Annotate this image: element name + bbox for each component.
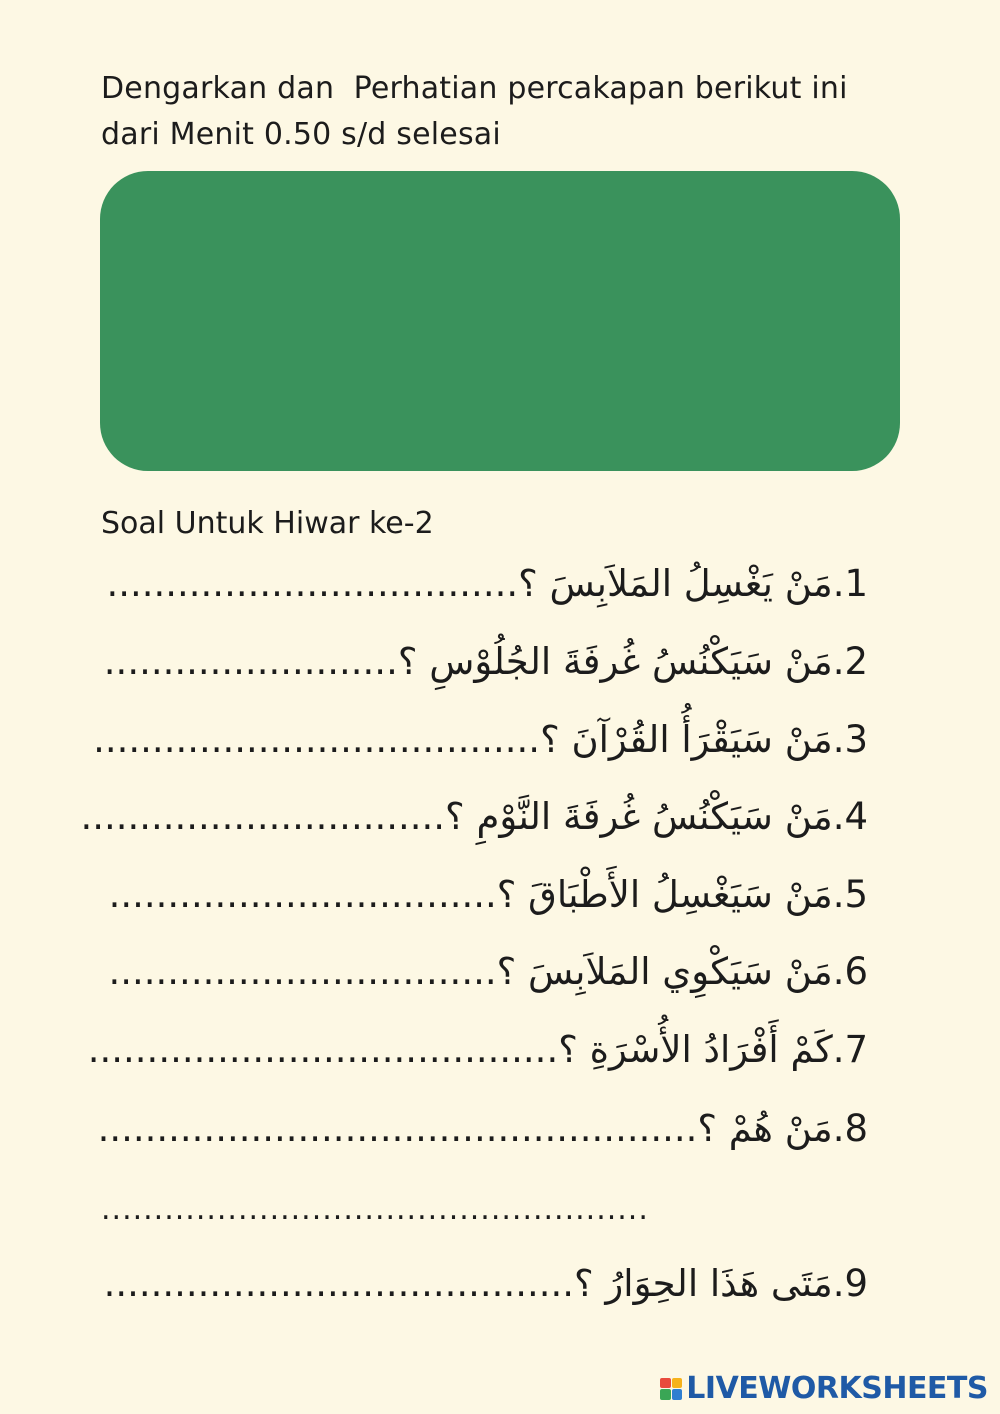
answer-field-3[interactable]: ...................................... bbox=[93, 718, 541, 761]
question-text: مَنْ سَيَكْوِي المَلاَبِسَ ؟ bbox=[496, 950, 833, 993]
question-number: 6. bbox=[832, 950, 868, 993]
instructions-line-1: Dengarkan dan Perhatian percakapan berikut ini bbox=[101, 71, 848, 106]
question-number: 1. bbox=[832, 562, 868, 605]
question-3 bbox=[93, 715, 868, 765]
question-text: مَنْ سَيَقْرَأُ القُرْآنَ ؟ bbox=[540, 718, 833, 761]
answer-field-6[interactable]: ................................. bbox=[108, 950, 497, 993]
question-number: 9. bbox=[832, 1262, 868, 1305]
question-number: 7. bbox=[832, 1028, 868, 1071]
question-number: 5. bbox=[832, 873, 868, 916]
answer-field-5[interactable]: ................................. bbox=[108, 873, 497, 916]
logo-mark-square-2 bbox=[672, 1378, 683, 1389]
answer-field-9[interactable]: ........................................ bbox=[103, 1262, 575, 1305]
question-text: مَنْ سَيَكْنُسُ غُرفَةَ النَّوْمِ ؟ bbox=[445, 795, 833, 838]
question-number: 2. bbox=[832, 640, 868, 683]
question-text: كَمْ أَفْرَادُ الأُسْرَةِ ؟ bbox=[558, 1028, 833, 1071]
question-text: مَنْ سَيَغْسِلُ الأَطْبَاقَ ؟ bbox=[496, 873, 833, 916]
answer-field-8-continued[interactable]: .................................................... bbox=[101, 1192, 649, 1227]
logo-mark-square-3 bbox=[660, 1389, 671, 1400]
question-text: مَتَى هَذَا الحِوَارُ ؟ bbox=[574, 1262, 833, 1305]
question-6 bbox=[108, 947, 868, 997]
question-8 bbox=[98, 1104, 868, 1154]
question-text: مَنْ سَيَكْنُسُ غُرفَةَ الجُلُوْسِ ؟ bbox=[397, 640, 833, 683]
question-number: 4. bbox=[832, 795, 868, 838]
question-text: مَنْ يَغْسِلُ المَلاَبِسَ ؟ bbox=[518, 562, 833, 605]
question-number: 8. bbox=[832, 1107, 868, 1150]
question-number: 3. bbox=[832, 718, 868, 761]
liveworksheets-logo bbox=[660, 1371, 988, 1406]
instructions-text bbox=[101, 66, 901, 158]
answer-field-4[interactable]: ............................... bbox=[80, 795, 446, 838]
liveworksheets-logo-icon bbox=[660, 1378, 682, 1400]
logo-mark-square-1 bbox=[660, 1378, 671, 1389]
question-1 bbox=[106, 559, 868, 609]
question-2 bbox=[104, 637, 868, 687]
logo-mark-square-4 bbox=[672, 1389, 683, 1400]
question-5 bbox=[109, 870, 868, 920]
question-text: مَنْ هُمْ ؟ bbox=[697, 1107, 833, 1150]
answer-field-1[interactable]: ................................... bbox=[106, 562, 519, 605]
liveworksheets-logo-text: LIVEWORKSHEETS bbox=[686, 1371, 988, 1406]
instructions-line-2: dari Menit 0.50 s/d selesai bbox=[101, 117, 501, 152]
question-7 bbox=[88, 1025, 868, 1075]
question-9 bbox=[104, 1259, 868, 1309]
question-4 bbox=[80, 792, 868, 842]
answer-field-8[interactable]: ................................................... bbox=[97, 1107, 698, 1150]
section-title: Soal Untuk Hiwar ke-2 bbox=[101, 506, 434, 541]
answer-field-2[interactable]: ......................... bbox=[103, 640, 398, 683]
answer-field-7[interactable]: ........................................ bbox=[87, 1028, 559, 1071]
video-player[interactable] bbox=[100, 171, 900, 471]
